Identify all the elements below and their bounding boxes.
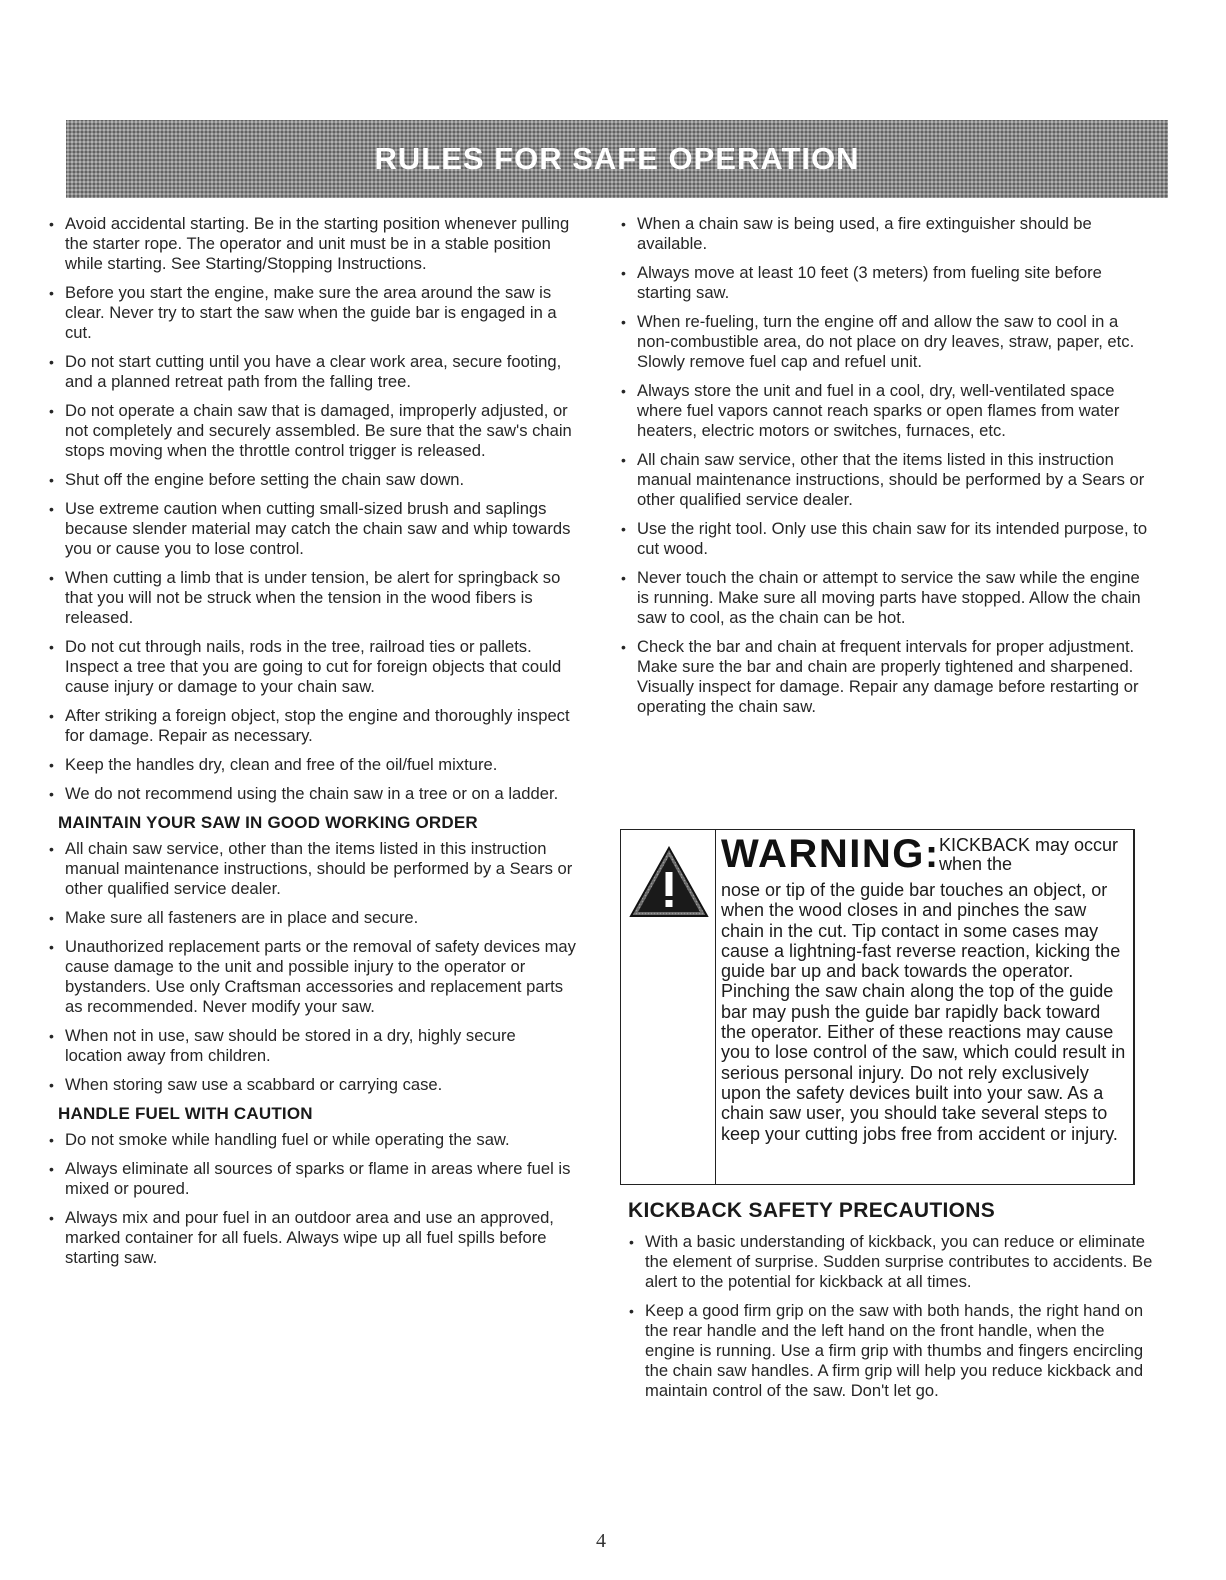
list-item: • Before you start the engine, make sure the area around the saw is clear. Never try to start the saw when the guide bar is engaged in a cut. bbox=[48, 283, 576, 343]
list-item: • Do not smoke while handling fuel or while operating the saw. bbox=[48, 1130, 576, 1150]
warning-divider bbox=[715, 830, 716, 1184]
list-item: • Avoid accidental starting. Be in the starting position whenever pulling the starter rope. The operator and unit must be in a stable position while starting. See Starting/Stopping Instructions. bbox=[48, 214, 576, 274]
list-item: • Always mix and pour fuel in an outdoor area and use an approved, marked container for all fuels. Always wipe up all fuel spills before starting saw. bbox=[48, 1208, 576, 1268]
title-banner bbox=[66, 120, 1168, 198]
page-number: 4 bbox=[596, 1530, 606, 1552]
fuel-heading: HANDLE FUEL WITH CAUTION bbox=[58, 1104, 313, 1123]
maintain-list bbox=[48, 839, 576, 1095]
list-item: • Do not operate a chain saw that is damaged, improperly adjusted, or not completely and securely assembled. Be sure that the saw's chain stops moving when the throttle control trigger is released. bbox=[48, 401, 576, 461]
list-item: • Keep the handles dry, clean and free of the oil/fuel mixture. bbox=[48, 755, 576, 775]
page-title: RULES FOR SAFE OPERATION bbox=[374, 141, 860, 176]
kickback-warning-box bbox=[620, 829, 1135, 1185]
warning-header bbox=[721, 834, 1126, 880]
list-item: • Always store the unit and fuel in a cool, dry, well-ventilated space where fuel vapors cannot reach sparks or open flames from water heaters, electric motors or switches, furnaces, etc. bbox=[620, 381, 1148, 441]
list-item: • All chain saw service, other that the items listed in this instruction manual maintenance instructions, should be performed by a Sears or other qualified service dealer. bbox=[620, 450, 1148, 510]
list-item: • All chain saw service, other than the items listed in this instruction manual maintenance instructions, should be performed by a Sears or other qualified service dealer. bbox=[48, 839, 576, 899]
list-item: • Keep a good firm grip on the saw with both hands, the right hand on the rear handle and the left hand on the front handle, when the engine is running. Use a firm grip with thumbs and fingers encircling the chain saw handles. A firm grip will help you reduce kickback and maintain control of the saw. Don't let go. bbox=[628, 1301, 1156, 1401]
list-item: • Check the bar and chain at frequent intervals for proper adjustment. Make sure the bar and chain are properly tightened and sharpened. Visually inspect for damage. Repair any damage before restarting or operating the chain saw. bbox=[620, 637, 1148, 717]
list-item: • Make sure all fasteners are in place and secure. bbox=[48, 908, 576, 928]
list-item: • After striking a foreign object, stop the engine and thoroughly inspect for damage. Repair as necessary. bbox=[48, 706, 576, 746]
list-item: • Do not start cutting until you have a clear work area, secure footing, and a planned retreat path from the falling tree. bbox=[48, 352, 576, 392]
list-item: • Never touch the chain or attempt to service the saw while the engine is running. Make sure all moving parts have stopped. Allow the chain saw to cool, as the chain can be hot. bbox=[620, 568, 1148, 628]
left-column bbox=[48, 214, 576, 1277]
list-item: • When re-fueling, turn the engine off and allow the saw to cool in a non-combustible area, do not place on dry leaves, straw, paper, etc. Slowly remove fuel cap and refuel unit. bbox=[620, 312, 1148, 372]
warning-body-text: nose or tip of the guide bar touches an object, or when the wood closes in and pinches the saw chain in the cut. Tip contact in some cases may cause a lightning-fast reverse reaction, kicking the guide bar up and back towards the operator. Pinching the saw chain along the top of the guide bar may push the guide bar rapidly back toward the operator. Either of these reactions may cause you to lose control of the saw, which could result in serious personal injury. Do not rely exclusively upon the safety devices built into your saw. As a chain saw user, you should take several steps to keep your cutting jobs free from accident or injury. bbox=[721, 880, 1126, 1144]
maintain-heading: MAINTAIN YOUR SAW IN GOOD WORKING ORDER bbox=[58, 813, 478, 832]
right-rules-list bbox=[620, 214, 1148, 717]
list-item: • Use extreme caution when cutting small-sized brush and saplings because slender material may catch the chain saw and whip towards you or cause you to lose control. bbox=[48, 499, 576, 559]
list-item: • When not in use, saw should be stored in a dry, highly secure location away from children. bbox=[48, 1026, 576, 1066]
list-item: • When storing saw use a scabbard or carrying case. bbox=[48, 1075, 576, 1095]
right-column bbox=[620, 214, 1148, 726]
list-item: • Always move at least 10 feet (3 meters) from fueling site before starting saw. bbox=[620, 263, 1148, 303]
list-item: • Always eliminate all sources of sparks or flame in areas where fuel is mixed or poured. bbox=[48, 1159, 576, 1199]
fuel-list bbox=[48, 1130, 576, 1268]
warning-content bbox=[721, 834, 1126, 1144]
kickback-heading: KICKBACK SAFETY PRECAUTIONS bbox=[628, 1199, 996, 1222]
list-item: • We do not recommend using the chain saw in a tree or on a ladder. bbox=[48, 784, 576, 804]
warning-label: WARNING: bbox=[721, 832, 940, 876]
warning-lead-text: KICKBACK may occur when the bbox=[939, 835, 1119, 874]
general-rules-list bbox=[48, 214, 576, 804]
warning-triangle-icon bbox=[629, 846, 709, 918]
list-item: • Shut off the engine before setting the chain saw down. bbox=[48, 470, 576, 490]
list-item: • Use the right tool. Only use this chain saw for its intended purpose, to cut wood. bbox=[620, 519, 1148, 559]
list-item: • Do not cut through nails, rods in the tree, railroad ties or pallets. Inspect a tree that you are going to cut for foreign objects that could cause injury or damage to your chain saw. bbox=[48, 637, 576, 697]
list-item: • When a chain saw is being used, a fire extinguisher should be available. bbox=[620, 214, 1148, 254]
list-item: • Unauthorized replacement parts or the removal of safety devices may cause damage to the unit and possible injury to the operator or bystanders. Use only Craftsman accessories and replacement parts as recommended. Never modify your saw. bbox=[48, 937, 576, 1017]
list-item: • With a basic understanding of kickback, you can reduce or eliminate the element of surprise. Sudden surprise contributes to accidents. Be alert to the potential for kickback at all times. bbox=[628, 1232, 1156, 1292]
list-item: • When cutting a limb that is under tension, be alert for springback so that you will not be struck when the tension in the wood fibers is released. bbox=[48, 568, 576, 628]
kickback-precautions-list bbox=[628, 1232, 1156, 1410]
